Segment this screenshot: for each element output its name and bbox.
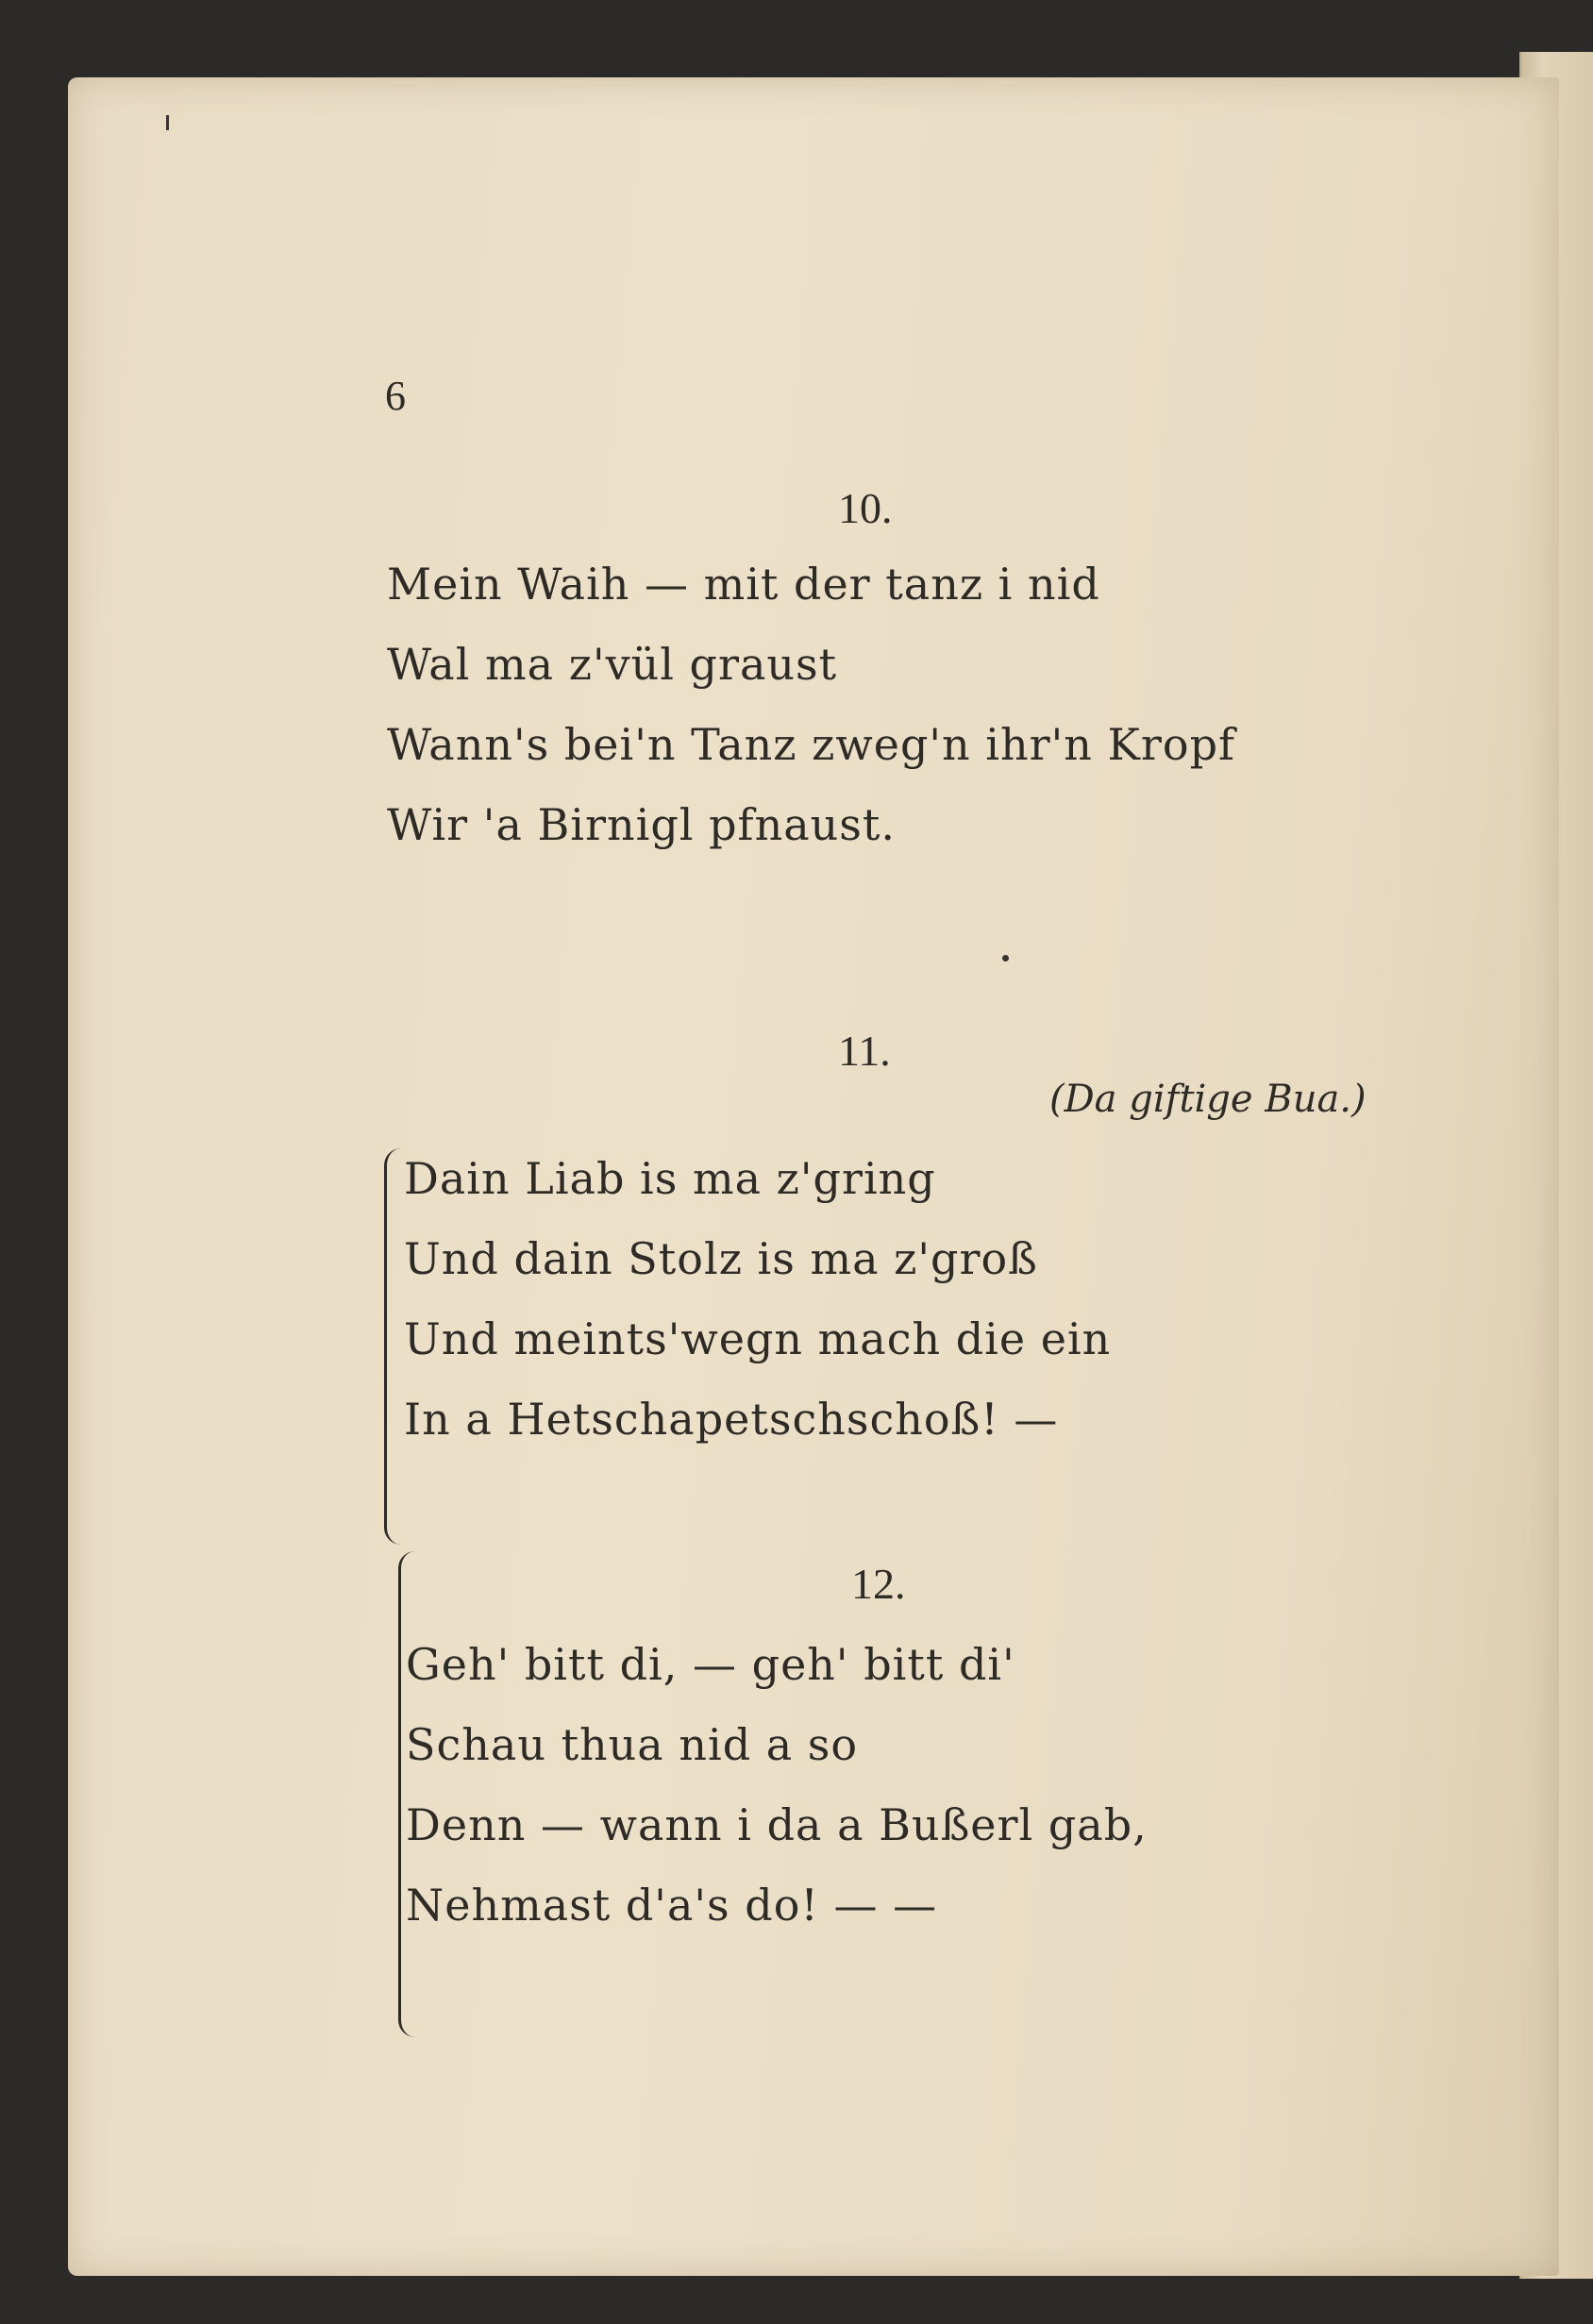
bracket-line-11 [384, 1148, 406, 1545]
verse-10-line-2: Wal ma z'vül graust [387, 639, 838, 690]
verse-12-line-2: Schau thua nid a so [406, 1719, 859, 1770]
page-number: 6 [385, 373, 406, 419]
verse-10-line-4: Wir 'a Birnigl pfnaust. [387, 799, 896, 850]
section-subtitle-11: (Da giftige Bua.) [1049, 1078, 1367, 1121]
verse-12-line-1: Geh' bitt di, — geh' bitt di' [406, 1639, 1015, 1690]
book-page [68, 77, 1559, 2276]
ink-mark [166, 115, 169, 130]
bracket-line-12 [398, 1551, 420, 2037]
verse-11-line-3: Und meints'wegn mach die ein [404, 1313, 1112, 1364]
verse-10-line-1: Mein Waih — mit der tanz i nid [387, 559, 1100, 610]
ink-dot [1002, 955, 1009, 961]
verse-11-line-4: In a Hetschapetschschoß! — [404, 1394, 1059, 1445]
verse-12-line-3: Denn — wann i da a Bußerl gab, [406, 1799, 1148, 1850]
verse-11-line-2: Und dain Stolz is ma z'groß [404, 1233, 1038, 1284]
verse-11-line-1: Dain Liab is ma z'gring [404, 1153, 936, 1204]
section-number-12: 12. [851, 1560, 906, 1608]
section-number-10: 10. [838, 484, 893, 532]
verse-10-line-3: Wann's bei'n Tanz zweg'n ihr'n Kropf [387, 719, 1236, 770]
verse-12-line-4: Nehmast d'a's do! — — [406, 1880, 938, 1931]
section-number-11: 11. [838, 1027, 891, 1075]
